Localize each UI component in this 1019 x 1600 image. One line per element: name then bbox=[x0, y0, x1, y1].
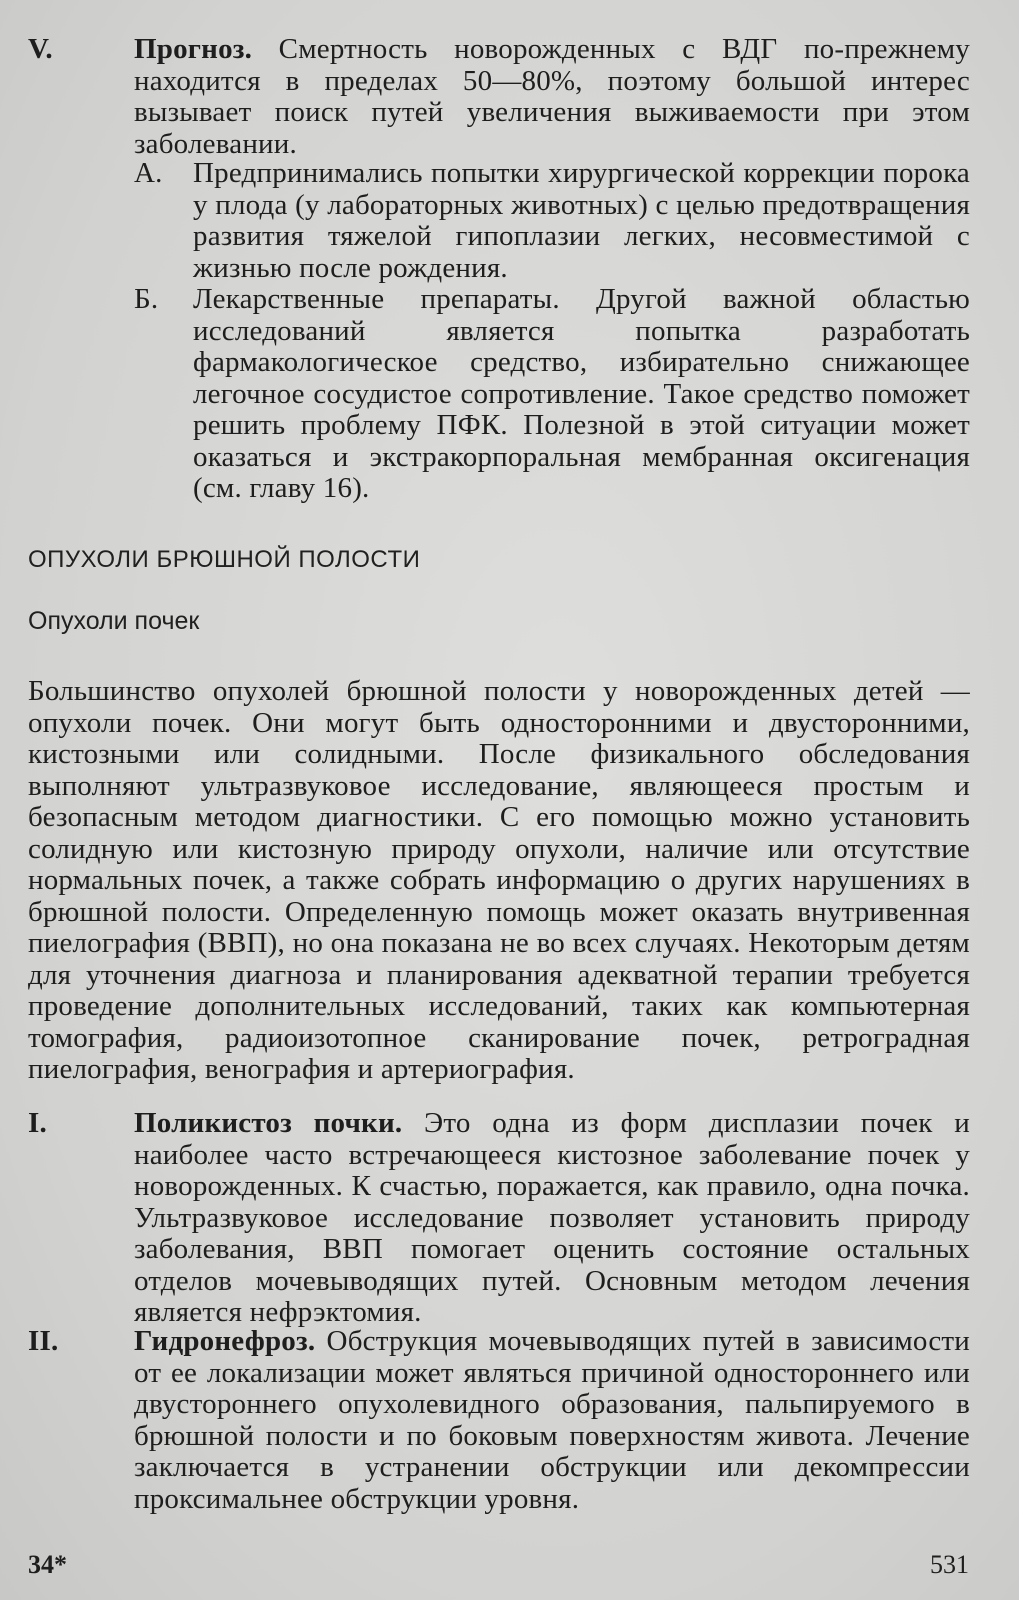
numbered-item-1 bbox=[28, 1108, 970, 1328]
prognosis-lead: Прогноз. bbox=[134, 33, 253, 65]
item-text: Гидронефроз. Обструкция мочевыводящих путей в зависимости от ее локализации может являться причиной одностороннего или двустороннего опухолевидного образования, пальпируемого в брюшной полости и по боковым поверхностям живота. Лечение заключается в устранении обструкции или декомпрессии проксимальнее обструкции уровня. bbox=[134, 1325, 970, 1515]
prognosis-item-b bbox=[134, 284, 970, 504]
prognosis-item-a bbox=[134, 158, 970, 286]
item-marker: II. bbox=[28, 1325, 59, 1357]
item-marker: I. bbox=[28, 1107, 47, 1139]
item-marker: А. bbox=[134, 157, 163, 189]
item-text: Лекарственные препараты. Другой важной областью исследований является попытка разработать фармакологическое средство, избирательно снижающее легочное сосудистое сопротивление. Такое средство поможет решить проблему ПФК. Полезной в этой ситуации может оказаться и экстракорпоральная мембранная оксигенация (см. главу 16). bbox=[193, 283, 970, 504]
numbered-item-2 bbox=[28, 1326, 970, 1546]
section-marker: V. bbox=[28, 33, 53, 65]
subsection-heading: Опухоли почек bbox=[28, 607, 200, 635]
item-lead: Поликистоз почки. bbox=[134, 1107, 403, 1139]
signature-mark: 34* bbox=[28, 1550, 67, 1579]
item-lead: Гидронефроз. bbox=[134, 1325, 316, 1357]
section-heading: ОПУХОЛИ БРЮШНОЙ ПОЛОСТИ bbox=[28, 546, 421, 573]
item-marker: Б. bbox=[134, 283, 159, 315]
prognosis-section bbox=[28, 34, 970, 162]
intro-paragraph: Большинство опухолей брюшной полости у новорожденных детей — опухоли почек. Они могут быть односторонними и двусторонними, кистозными или солидными. После физикального обследования выполняют ультразвуковое исследование, являющееся простым и безопасным методом диагностики. С его помощью можно установить солидную или кистозную природу опухоли, наличие или отсутствие нормальных почек, а также собрать информацию о других нарушениях в брюшной полости. Определенную помощь может оказать внутривенная пиелография (ВВП), но она показана не во всех случаях. Некоторым детям для уточнения диагноза и планирования адекватной терапии требуется проведение дополнительных исследований, таких как компьютерная томография, радиоизотопное сканирование почек, ретроградная пиелография, венография и артериография. bbox=[28, 675, 970, 1085]
item-text: Поликистоз почки. Это одна из форм дисплазии почек и наиболее часто встречающееся кистозное заболевание почек у новорожденных. К счастью, поражается, как правило, одна почка. Ультразвуковое исследование позволяет установить природу заболевания, ВВП помогает оценить состояние остальных отделов мочевыводящих путей. Основным методом лечения является нефрэктомия. bbox=[134, 1107, 970, 1328]
item-text: Предпринимались попытки хирургической коррекции порока у плода (у лабораторных животных) с целью предотвращения развития тяжелой гипоплазии легких, несовместимой с жизнью после рождения. bbox=[193, 157, 970, 284]
page-number: 531 bbox=[930, 1550, 969, 1579]
prognosis-text: Прогноз. Смертность новорожденных с ВДГ по-прежнему находится в пределах 50—80%, поэтому большой интерес вызывает поиск путей увеличения выживаемости при этом заболевании. bbox=[134, 33, 970, 160]
